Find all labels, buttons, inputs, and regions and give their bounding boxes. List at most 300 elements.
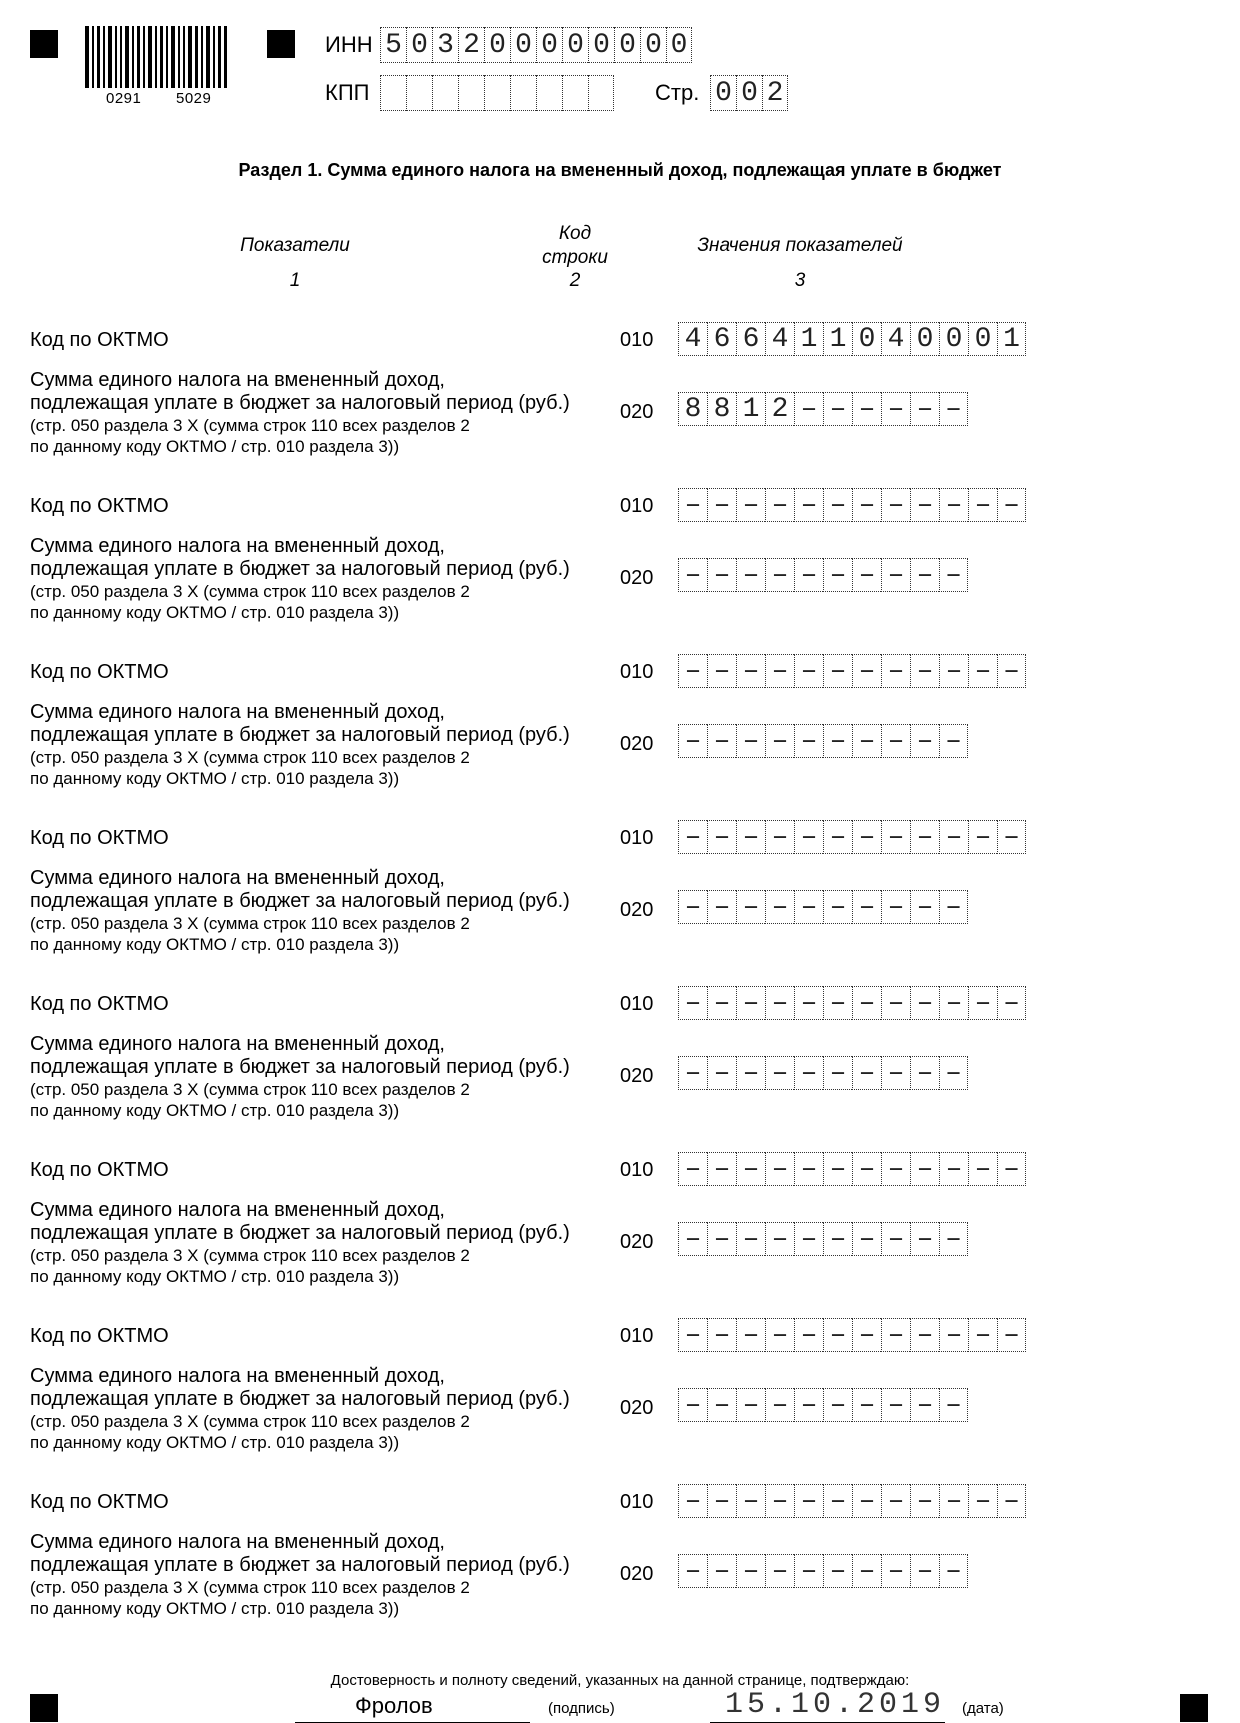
inn-digit: 0 <box>484 27 510 63</box>
tax-sum-label <box>30 369 570 457</box>
inn-digit: 0 <box>640 27 666 63</box>
oktmo-digit: 0 <box>968 322 997 356</box>
confirmation-text: Достоверность и полноту сведений, указанных на данной странице, подтверждаю: <box>330 1672 910 1689</box>
tax-sum-digit: – <box>910 724 939 758</box>
oktmo-digit: – <box>736 820 765 854</box>
tax-sum-label <box>30 701 570 789</box>
tax-sum-digit: – <box>794 558 823 592</box>
tax-sum-digit: – <box>794 1388 823 1422</box>
tax-sum-digit: – <box>736 1554 765 1588</box>
page-label: Стр. <box>655 80 700 105</box>
oktmo-digit: – <box>823 488 852 522</box>
tax-sum-digit: – <box>707 890 736 924</box>
tax-sum-digit: – <box>939 558 968 592</box>
oktmo-digit: – <box>881 488 910 522</box>
oktmo-digit: – <box>968 654 997 688</box>
oktmo-digit: – <box>852 820 881 854</box>
column-header-values: Значения показателей <box>697 235 903 256</box>
tax-sum-digit: – <box>678 1222 707 1256</box>
tax-sum-field[interactable] <box>678 1222 968 1256</box>
oktmo-digit: – <box>823 654 852 688</box>
line-code-010: 010 <box>620 661 654 683</box>
tax-sum-label-line: подлежащая уплате в бюджет за налоговый период (руб.) <box>30 1056 570 1078</box>
oktmo-digit: – <box>823 1484 852 1518</box>
inn-digit: 5 <box>380 27 406 63</box>
tax-sum-digit: – <box>678 724 707 758</box>
oktmo-digit: – <box>997 654 1026 688</box>
oktmo-digit: – <box>794 820 823 854</box>
signer-name: Фролов <box>355 1693 433 1718</box>
oktmo-digit: – <box>794 986 823 1020</box>
inn-digit: 0 <box>536 27 562 63</box>
oktmo-digit: – <box>968 1484 997 1518</box>
oktmo-digit: – <box>707 654 736 688</box>
oktmo-digit: – <box>852 488 881 522</box>
tax-sum-digit: 1 <box>736 392 765 426</box>
oktmo-label: Код по ОКТМО <box>30 661 169 683</box>
oktmo-digit: – <box>765 1318 794 1352</box>
tax-sum-field[interactable] <box>678 1554 968 1588</box>
tax-sum-digit: – <box>794 1222 823 1256</box>
oktmo-digit: – <box>678 654 707 688</box>
oktmo-label: Код по ОКТМО <box>30 827 169 849</box>
tax-sum-digit: – <box>881 1056 910 1090</box>
tax-sum-digit: – <box>823 1056 852 1090</box>
tax-sum-digit: 8 <box>707 392 736 426</box>
kpp-field[interactable] <box>380 75 614 111</box>
tax-sum-digit: – <box>852 890 881 924</box>
oktmo-digit: – <box>910 1318 939 1352</box>
tax-sum-label-line: Сумма единого налога на вмененный доход, <box>30 1199 445 1221</box>
oktmo-digit: – <box>736 1318 765 1352</box>
tax-sum-digit: – <box>765 1554 794 1588</box>
page-digit: 0 <box>736 75 762 111</box>
tax-sum-digit: – <box>852 558 881 592</box>
tax-sum-label <box>30 535 570 623</box>
column-number-3: 3 <box>794 270 806 291</box>
oktmo-field[interactable] <box>678 488 1026 522</box>
tax-sum-digit: – <box>707 724 736 758</box>
tax-sum-digit: – <box>823 890 852 924</box>
oktmo-digit: 6 <box>736 322 765 356</box>
oktmo-digit: – <box>997 1152 1026 1186</box>
oktmo-digit: – <box>678 1484 707 1518</box>
tax-sum-digit: – <box>765 1388 794 1422</box>
kpp-label: КПП <box>325 80 370 105</box>
tax-sum-digit: – <box>881 1222 910 1256</box>
tax-sum-digit: 2 <box>765 392 794 426</box>
tax-sum-digit: – <box>939 1056 968 1090</box>
tax-sum-digit: – <box>736 890 765 924</box>
tax-sum-digit: – <box>736 724 765 758</box>
inn-digit: 0 <box>562 27 588 63</box>
column-header-line-code-1: Код <box>558 223 592 244</box>
oktmo-digit: – <box>678 986 707 1020</box>
line-code-010: 010 <box>620 993 654 1015</box>
oktmo-digit: – <box>910 820 939 854</box>
oktmo-digit: – <box>939 654 968 688</box>
tax-sum-label <box>30 867 570 955</box>
oktmo-digit: 0 <box>910 322 939 356</box>
oktmo-digit: – <box>968 1318 997 1352</box>
oktmo-digit: – <box>968 820 997 854</box>
oktmo-digit: – <box>736 1152 765 1186</box>
tax-sum-label-line: Сумма единого налога на вмененный доход, <box>30 369 445 391</box>
tax-sum-note-line: (стр. 050 раздела 3 Х (сумма строк 110 всех разделов 2 <box>30 416 470 435</box>
signature-hint: (подпись) <box>548 1700 615 1717</box>
tax-sum-digit: – <box>765 1222 794 1256</box>
oktmo-digit: – <box>881 1484 910 1518</box>
tax-sum-note-line: по данному коду ОКТМО / стр. 010 раздела 3)) <box>30 437 400 456</box>
line-code-020: 020 <box>620 401 654 423</box>
oktmo-digit: – <box>997 1318 1026 1352</box>
corner-marker-bottom-left <box>30 1694 58 1722</box>
inn-digit: 0 <box>666 27 692 63</box>
oktmo-digit: 0 <box>852 322 881 356</box>
tax-sum-note-line: (стр. 050 раздела 3 Х (сумма строк 110 всех разделов 2 <box>30 1412 470 1431</box>
tax-sum-label <box>30 1531 570 1619</box>
tax-sum-digit: – <box>852 1056 881 1090</box>
tax-sum-note-line: по данному коду ОКТМО / стр. 010 раздела 3)) <box>30 1267 400 1286</box>
tax-sum-digit: – <box>881 392 910 426</box>
oktmo-digit: – <box>968 488 997 522</box>
oktmo-digit: – <box>678 820 707 854</box>
tax-sum-label-line: подлежащая уплате в бюджет за налоговый период (руб.) <box>30 392 570 414</box>
section-title: Раздел 1. Сумма единого налога на вмененный доход, подлежащая уплате в бюджет <box>238 160 1002 180</box>
tax-sum-digit: – <box>823 1222 852 1256</box>
tax-sum-digit: – <box>794 890 823 924</box>
tax-sum-digit: – <box>939 1388 968 1422</box>
tax-sum-digit: – <box>794 1056 823 1090</box>
tax-sum-label-line: Сумма единого налога на вмененный доход, <box>30 1033 445 1055</box>
oktmo-digit: – <box>939 1484 968 1518</box>
tax-sum-field[interactable] <box>678 392 968 426</box>
tax-sum-digit: – <box>678 1388 707 1422</box>
oktmo-digit: 4 <box>678 322 707 356</box>
corner-marker-top-right <box>267 30 295 58</box>
tax-sum-label-line: Сумма единого налога на вмененный доход, <box>30 1531 445 1553</box>
oktmo-digit: – <box>997 488 1026 522</box>
tax-sum-digit: – <box>823 392 852 426</box>
tax-sum-field[interactable] <box>678 558 968 592</box>
oktmo-digit: 0 <box>939 322 968 356</box>
tax-sum-digit: – <box>736 1056 765 1090</box>
line-code-010: 010 <box>620 1491 654 1513</box>
tax-sum-note-line: (стр. 050 раздела 3 Х (сумма строк 110 всех разделов 2 <box>30 1578 470 1597</box>
tax-sum-label-line: подлежащая уплате в бюджет за налоговый период (руб.) <box>30 1554 570 1576</box>
oktmo-digit: – <box>678 1152 707 1186</box>
oktmo-field[interactable] <box>678 1484 1026 1518</box>
tax-sum-note-line: по данному коду ОКТМО / стр. 010 раздела 3)) <box>30 769 400 788</box>
corner-marker-top-left <box>30 30 58 58</box>
line-code-020: 020 <box>620 1397 654 1419</box>
tax-sum-digit: – <box>794 1554 823 1588</box>
tax-sum-digit: – <box>678 890 707 924</box>
page-number-field[interactable] <box>710 75 788 111</box>
kpp-digit <box>380 75 406 111</box>
oktmo-digit: – <box>852 1318 881 1352</box>
tax-sum-digit: – <box>939 1554 968 1588</box>
tax-sum-note-line: по данному коду ОКТМО / стр. 010 раздела 3)) <box>30 1433 400 1452</box>
oktmo-digit: – <box>794 488 823 522</box>
tax-sum-digit: – <box>939 1222 968 1256</box>
tax-sum-digit: – <box>910 890 939 924</box>
line-code-010: 010 <box>620 495 654 517</box>
tax-sum-digit: – <box>910 392 939 426</box>
kpp-digit <box>588 75 614 111</box>
oktmo-digit: – <box>707 488 736 522</box>
column-header-indicators: Показатели <box>240 235 350 256</box>
oktmo-digit: – <box>736 1484 765 1518</box>
tax-sum-field[interactable] <box>678 1388 968 1422</box>
tax-sum-note-line: (стр. 050 раздела 3 Х (сумма строк 110 всех разделов 2 <box>30 582 470 601</box>
tax-sum-digit: – <box>852 392 881 426</box>
tax-sum-note-line: (стр. 050 раздела 3 Х (сумма строк 110 всех разделов 2 <box>30 748 470 767</box>
oktmo-label: Код по ОКТМО <box>30 329 169 351</box>
oktmo-digit: – <box>765 1152 794 1186</box>
tax-sum-digit: – <box>794 724 823 758</box>
kpp-digit <box>510 75 536 111</box>
tax-sum-digit: – <box>736 1388 765 1422</box>
oktmo-digit: – <box>939 1318 968 1352</box>
kpp-digit <box>458 75 484 111</box>
tax-sum-digit: – <box>678 1056 707 1090</box>
oktmo-digit: – <box>997 1484 1026 1518</box>
oktmo-digit: – <box>736 654 765 688</box>
oktmo-label: Код по ОКТМО <box>30 1491 169 1513</box>
oktmo-digit: – <box>852 654 881 688</box>
tax-sum-digit: – <box>765 558 794 592</box>
oktmo-digit: – <box>794 1484 823 1518</box>
oktmo-digit: – <box>910 654 939 688</box>
tax-sum-label-line: Сумма единого налога на вмененный доход, <box>30 701 445 723</box>
tax-sum-digit: – <box>707 1222 736 1256</box>
tax-sum-digit: – <box>823 1388 852 1422</box>
tax-sum-digit: – <box>881 558 910 592</box>
oktmo-label: Код по ОКТМО <box>30 993 169 1015</box>
oktmo-digit: – <box>765 986 794 1020</box>
oktmo-digit: – <box>765 1484 794 1518</box>
kpp-digit <box>484 75 510 111</box>
tax-sum-note-line: по данному коду ОКТМО / стр. 010 раздела 3)) <box>30 1599 400 1618</box>
tax-sum-digit: – <box>707 1056 736 1090</box>
tax-sum-digit: – <box>910 558 939 592</box>
oktmo-digit: – <box>881 1152 910 1186</box>
tax-sum-note-line: по данному коду ОКТМО / стр. 010 раздела 3)) <box>30 603 400 622</box>
kpp-digit <box>536 75 562 111</box>
oktmo-digit: – <box>794 1152 823 1186</box>
oktmo-digit: – <box>794 654 823 688</box>
tax-sum-digit: – <box>939 392 968 426</box>
inn-digit: 0 <box>614 27 640 63</box>
line-code-020: 020 <box>620 1065 654 1087</box>
tax-sum-label-line: Сумма единого налога на вмененный доход, <box>30 867 445 889</box>
tax-sum-digit: – <box>910 1222 939 1256</box>
tax-sum-digit: – <box>765 1056 794 1090</box>
oktmo-digit: – <box>910 986 939 1020</box>
line-code-020: 020 <box>620 1231 654 1253</box>
tax-sum-digit: – <box>881 890 910 924</box>
tax-sum-digit: – <box>707 1554 736 1588</box>
tax-sum-digit: – <box>823 724 852 758</box>
page-digit: 0 <box>710 75 736 111</box>
tax-sum-field[interactable] <box>678 1056 968 1090</box>
inn-digit: 0 <box>510 27 536 63</box>
barcode-image <box>85 26 227 88</box>
tax-sum-digit: – <box>910 1388 939 1422</box>
tax-sum-field[interactable] <box>678 724 968 758</box>
tax-sum-digit: – <box>823 558 852 592</box>
oktmo-digit: – <box>707 1318 736 1352</box>
barcode-number-left: 0291 <box>106 90 142 107</box>
oktmo-digit: – <box>794 1318 823 1352</box>
tax-sum-digit: – <box>881 1554 910 1588</box>
tax-sum-digit: – <box>881 724 910 758</box>
inn-field[interactable] <box>380 27 692 63</box>
column-header-line-code-2: строки <box>542 247 608 268</box>
tax-sum-digit: 8 <box>678 392 707 426</box>
tax-sum-digit: – <box>707 1388 736 1422</box>
oktmo-digit: – <box>765 654 794 688</box>
oktmo-digit: – <box>823 1152 852 1186</box>
tax-sum-digit: – <box>852 1222 881 1256</box>
oktmo-digit: – <box>881 986 910 1020</box>
line-code-010: 010 <box>620 1325 654 1347</box>
oktmo-digit: 1 <box>794 322 823 356</box>
oktmo-digit: – <box>707 986 736 1020</box>
oktmo-field[interactable] <box>678 654 1026 688</box>
tax-sum-digit: – <box>939 724 968 758</box>
tax-sum-digit: – <box>678 1554 707 1588</box>
oktmo-digit: – <box>678 488 707 522</box>
oktmo-digit: – <box>736 986 765 1020</box>
tax-sum-digit: – <box>852 724 881 758</box>
date-hint: (дата) <box>962 1700 1004 1717</box>
page-digit: 2 <box>762 75 788 111</box>
line-code-010: 010 <box>620 827 654 849</box>
oktmo-field[interactable] <box>678 322 1026 356</box>
oktmo-digit: 6 <box>707 322 736 356</box>
oktmo-digit: – <box>881 654 910 688</box>
inn-digit: 0 <box>588 27 614 63</box>
oktmo-label: Код по ОКТМО <box>30 1159 169 1181</box>
oktmo-label: Код по ОКТМО <box>30 495 169 517</box>
oktmo-label: Код по ОКТМО <box>30 1325 169 1347</box>
kpp-digit <box>406 75 432 111</box>
tax-sum-label-line: подлежащая уплате в бюджет за налоговый период (руб.) <box>30 558 570 580</box>
line-code-020: 020 <box>620 567 654 589</box>
oktmo-digit: – <box>852 1484 881 1518</box>
oktmo-digit: – <box>968 1152 997 1186</box>
oktmo-field[interactable] <box>678 1318 1026 1352</box>
tax-sum-digit: – <box>765 890 794 924</box>
oktmo-digit: – <box>910 1152 939 1186</box>
tax-sum-field[interactable] <box>678 890 968 924</box>
oktmo-digit: 4 <box>881 322 910 356</box>
oktmo-digit: – <box>765 488 794 522</box>
kpp-digit <box>432 75 458 111</box>
tax-sum-digit: – <box>794 392 823 426</box>
oktmo-digit: – <box>997 986 1026 1020</box>
tax-sum-label-line: Сумма единого налога на вмененный доход, <box>30 535 445 557</box>
tax-sum-digit: – <box>707 558 736 592</box>
tax-sum-label-line: Сумма единого налога на вмененный доход, <box>30 1365 445 1387</box>
oktmo-digit: – <box>823 986 852 1020</box>
oktmo-digit: – <box>707 820 736 854</box>
oktmo-field[interactable] <box>678 1152 1026 1186</box>
oktmo-digit: – <box>707 1484 736 1518</box>
inn-digit: 3 <box>432 27 458 63</box>
tax-sum-label <box>30 1033 570 1121</box>
oktmo-digit: – <box>881 820 910 854</box>
oktmo-digit: – <box>881 1318 910 1352</box>
oktmo-digit: – <box>736 488 765 522</box>
line-code-020: 020 <box>620 1563 654 1585</box>
oktmo-digit: – <box>997 820 1026 854</box>
oktmo-digit: 1 <box>997 322 1026 356</box>
tax-sum-digit: – <box>678 558 707 592</box>
tax-sum-label-line: подлежащая уплате в бюджет за налоговый период (руб.) <box>30 1388 570 1410</box>
oktmo-digit: – <box>707 1152 736 1186</box>
signature-date[interactable]: 15.10.2019 <box>725 1688 946 1722</box>
oktmo-digit: – <box>910 1484 939 1518</box>
line-code-020: 020 <box>620 899 654 921</box>
oktmo-digit: – <box>823 1318 852 1352</box>
tax-sum-digit: – <box>910 1056 939 1090</box>
column-number-2: 2 <box>569 270 581 291</box>
oktmo-digit: – <box>823 820 852 854</box>
oktmo-digit: – <box>765 820 794 854</box>
tax-sum-digit: – <box>910 1554 939 1588</box>
line-code-010: 010 <box>620 329 654 351</box>
tax-sum-note-line: по данному коду ОКТМО / стр. 010 раздела 3)) <box>30 1101 400 1120</box>
oktmo-digit: 1 <box>823 322 852 356</box>
oktmo-digit: – <box>968 986 997 1020</box>
oktmo-digit: – <box>939 986 968 1020</box>
oktmo-digit: – <box>852 1152 881 1186</box>
tax-sum-label-line: подлежащая уплате в бюджет за налоговый период (руб.) <box>30 1222 570 1244</box>
tax-sum-note-line: по данному коду ОКТМО / стр. 010 раздела 3)) <box>30 935 400 954</box>
tax-sum-digit: – <box>765 724 794 758</box>
oktmo-digit: – <box>910 488 939 522</box>
oktmo-field[interactable] <box>678 820 1026 854</box>
tax-sum-note-line: (стр. 050 раздела 3 Х (сумма строк 110 всех разделов 2 <box>30 1246 470 1265</box>
tax-sum-label <box>30 1199 570 1287</box>
oktmo-digit: – <box>678 1318 707 1352</box>
tax-sum-digit: – <box>852 1388 881 1422</box>
tax-sum-digit: – <box>823 1554 852 1588</box>
oktmo-field[interactable] <box>678 986 1026 1020</box>
tax-sum-digit: – <box>736 1222 765 1256</box>
inn-digit: 0 <box>406 27 432 63</box>
oktmo-digit: – <box>852 986 881 1020</box>
tax-sum-label <box>30 1365 570 1453</box>
tax-sum-digit: – <box>939 890 968 924</box>
kpp-digit <box>562 75 588 111</box>
tax-sum-note-line: (стр. 050 раздела 3 Х (сумма строк 110 всех разделов 2 <box>30 1080 470 1099</box>
inn-label: ИНН <box>325 32 373 57</box>
tax-sum-digit: – <box>736 558 765 592</box>
corner-marker-bottom-right <box>1180 1694 1208 1722</box>
column-number-1: 1 <box>289 270 301 291</box>
oktmo-digit: – <box>939 488 968 522</box>
tax-sum-digit: – <box>881 1388 910 1422</box>
tax-sum-label-line: подлежащая уплате в бюджет за налоговый период (руб.) <box>30 890 570 912</box>
line-code-020: 020 <box>620 733 654 755</box>
oktmo-digit: – <box>939 820 968 854</box>
oktmo-digit: 4 <box>765 322 794 356</box>
tax-sum-note-line: (стр. 050 раздела 3 Х (сумма строк 110 всех разделов 2 <box>30 914 470 933</box>
